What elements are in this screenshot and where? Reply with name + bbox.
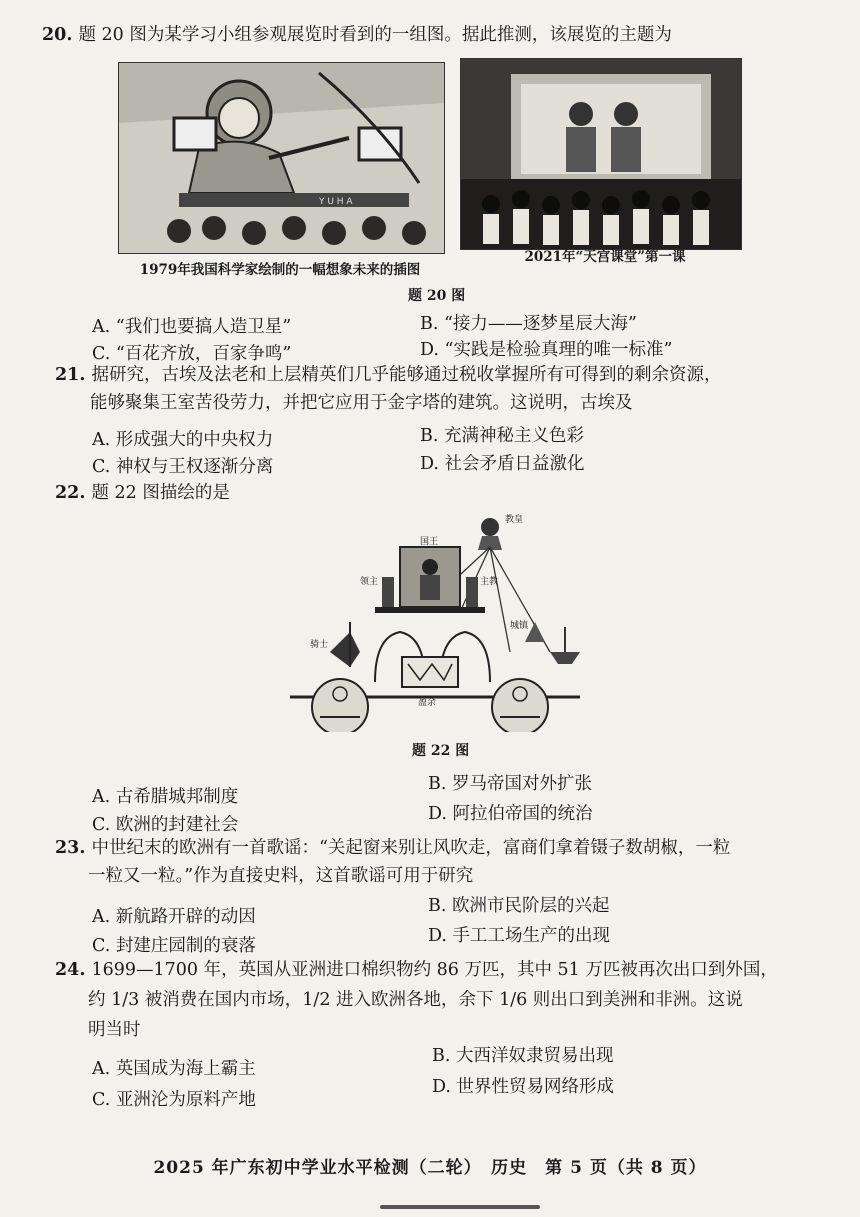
bishop-figure [466,577,478,607]
question-text: 题 20 图为某学习小组参观展览时看到的一组图。据此推测，该展览的主题为 [78,25,672,45]
label-king: 国王 [420,537,439,547]
tiangong-classroom-scene [461,59,741,249]
svg-text:Y U H A: Y U H A [319,197,353,207]
option-c[interactable]: C. 亚洲沦为原料产地 [92,1090,256,1110]
label-pope: 教皇 [505,515,524,525]
option-b[interactable]: B. 充满神秘主义色彩 [420,426,584,446]
option-d[interactable]: D. “实践是检验真理的唯一标准” [420,340,673,360]
label-surplus: 盈余 [418,698,437,708]
knight-figure [330,632,360,667]
question-number: 20. [42,25,73,45]
tiangong-classroom-photo [460,58,742,250]
option-a[interactable]: A. 新航路开辟的动因 [92,907,256,927]
option-d[interactable]: D. 世界性贸易网络形成 [432,1077,615,1097]
option-a[interactable]: A. 英国成为海上霸主 [92,1059,256,1079]
question-text: 题 22 图描绘的是 [91,483,230,503]
option-b[interactable]: B. 罗马帝国对外扩张 [428,774,592,794]
question-21-stem-line2: 能够聚集王室苦役劳力，并把它应用于金字塔的建筑。这说明，古埃及 [90,393,633,413]
illustration-1979-image [118,62,445,254]
figure-label-20: 题 20 图 [408,288,466,304]
option-c[interactable]: C. 欧洲的封建社会 [92,815,239,835]
option-c[interactable]: C. “百花齐放，百家争鸣” [92,344,292,364]
question-24-stem-line2: 约 1/3 被消费在国内市场，1/2 进入欧洲各地，余下 1/6 则出口到美洲和非洲。这说 [88,990,743,1010]
question-20-stem [42,22,832,49]
question-number: 24. [55,960,86,980]
surplus-box [402,657,458,687]
question-number: 21. [55,365,86,385]
pope-figure [481,518,499,536]
option-a[interactable]: A. “我们也要搞人造卫星” [92,317,292,337]
question-text: 1699—1700 年，英国从亚洲进口棉织物约 86 万匹，其中 51 万匹被再次出口到外国， [91,960,778,980]
question-number: 22. [55,483,86,503]
caption-right: 2021年“天宫课堂”第一课 [524,249,686,265]
option-b[interactable]: B. 欧洲市民阶层的兴起 [428,896,610,916]
option-d[interactable]: D. 手工工场生产的出现 [428,926,611,946]
question-text: 据研究，古埃及法老和上层精英们几乎能够通过税收掌握所有可得到的剩余资源， [91,365,722,385]
option-c[interactable]: C. 封建庄园制的衰落 [92,936,256,956]
figure-label-22: 题 22 图 [412,743,470,759]
scan-edge-mark [380,1205,540,1209]
question-21-stem [55,362,835,389]
caption-left: 1979年我国科学家绘制的一幅想象未来的插图 [139,262,421,278]
label-knight: 骑士 [310,640,329,650]
feudal-society-diagram [280,502,590,732]
label-lord: 领主 [360,577,379,587]
option-b[interactable]: B. “接力——逐梦星辰大海” [420,314,637,334]
label-town: 城镇 [510,621,529,631]
option-c[interactable]: C. 神权与王权逐渐分离 [92,457,274,477]
option-d[interactable]: D. 社会矛盾日益激化 [420,454,585,474]
page-footer: 2025 年广东初中学业水平检测（二轮） 历史 第 5 页（共 8 页） [153,1158,707,1178]
future-classroom-drawing [119,63,444,253]
lord-figure [382,577,394,607]
option-a[interactable]: A. 古希腊城邦制度 [92,787,239,807]
option-a[interactable]: A. 形成强大的中央权力 [92,430,274,450]
label-bishop: 主教 [480,577,499,587]
option-b[interactable]: B. 大西洋奴隶贸易出现 [432,1046,614,1066]
question-text: 中世纪末的欧洲有一首歌谣：“关起窗来别让风吹走，富商们拿着镊子数胡椒，一粒 [91,838,731,858]
question-24-stem [55,957,845,984]
question-24-stem-line3: 明当时 [88,1020,141,1040]
question-number: 23. [55,838,86,858]
option-d[interactable]: D. 阿拉伯帝国的统治 [428,804,593,824]
question-23-stem-line2: 一粒又一粒。”作为直接史料，这首歌谣可用于研究 [88,866,474,886]
question-23-stem [55,835,845,862]
